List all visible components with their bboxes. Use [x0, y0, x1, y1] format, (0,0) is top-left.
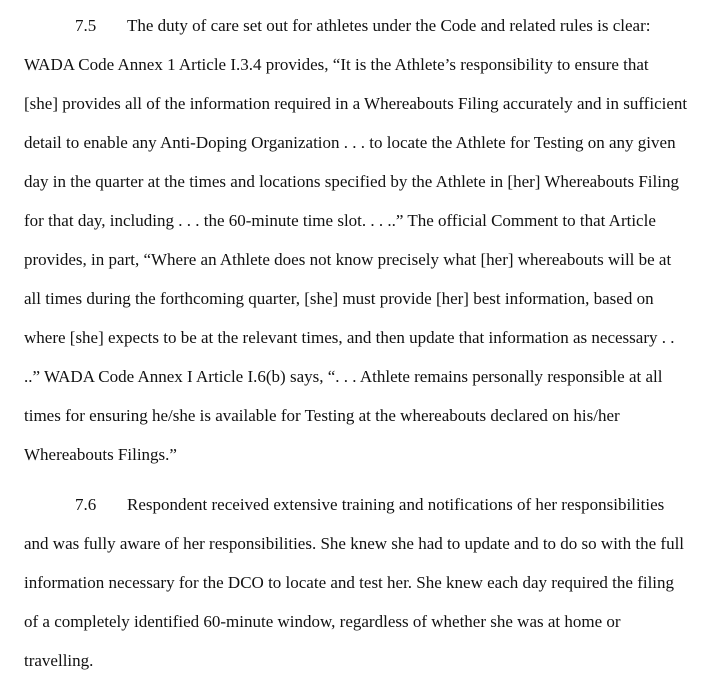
paragraph-7-5-line-7: provides, in part, “Where an Athlete does not know precisely what [her] whereabouts will be at: [24, 250, 672, 269]
paragraph-7-5-line-9: where [she] expects to be at the relevant times, and then update that information as necessary . .: [24, 328, 675, 347]
paragraph-7-5-line-12: Whereabouts Filings.”: [24, 445, 177, 464]
paragraph-text: The duty of care set out for athletes under the Code and related rules is clear:: [127, 16, 651, 35]
paragraph-7-5-line-2: WADA Code Annex 1 Article I.3.4 provides, “It is the Athlete’s responsibility to ensure that: [24, 55, 649, 74]
paragraph-7-5-line-1: [75, 16, 651, 36]
paragraph-7-5-line-10: ..” WADA Code Annex I Article I.6(b) says, “. . . Athlete remains personally responsible at all: [24, 367, 663, 386]
paragraph-7-6-line-5: travelling.: [24, 651, 94, 670]
paragraph-7-6-line-1: [75, 495, 664, 515]
paragraph-7-6-line-2: and was fully aware of her responsibilities. She knew she had to update and to do so with the full: [24, 534, 685, 553]
paragraph-text: Respondent received extensive training and notifications of her responsibilities: [127, 495, 665, 514]
paragraph-number: 7.6: [75, 495, 97, 514]
paragraph-7-5-line-3: [she] provides all of the information required in a Whereabouts Filing accurately and in sufficient: [24, 94, 688, 113]
paragraph-7-5-line-11: times for ensuring he/she is available for Testing at the whereabouts declared on his/her: [24, 406, 620, 425]
paragraph-7-5-line-5: day in the quarter at the times and locations specified by the Athlete in [her] Whereabouts Filing: [24, 172, 679, 191]
paragraph-7-5-line-6: for that day, including . . . the 60-minute time slot. . . ..” The official Comment to that Article: [24, 211, 656, 230]
paragraph-7-6-line-3: information necessary for the DCO to locate and test her. She knew each day required the filing: [24, 573, 675, 592]
paragraph-7-5-line-8: all times during the forthcoming quarter, [she] must provide [her] best information, based on: [24, 289, 654, 308]
paragraph-7-5-line-4: detail to enable any Anti-Doping Organization . . . to locate the Athlete for Testing on any given: [24, 133, 676, 152]
paragraph-7-6-line-4: of a completely identified 60-minute window, regardless of whether she was at home or: [24, 612, 621, 631]
paragraph-number: 7.5: [75, 16, 97, 35]
